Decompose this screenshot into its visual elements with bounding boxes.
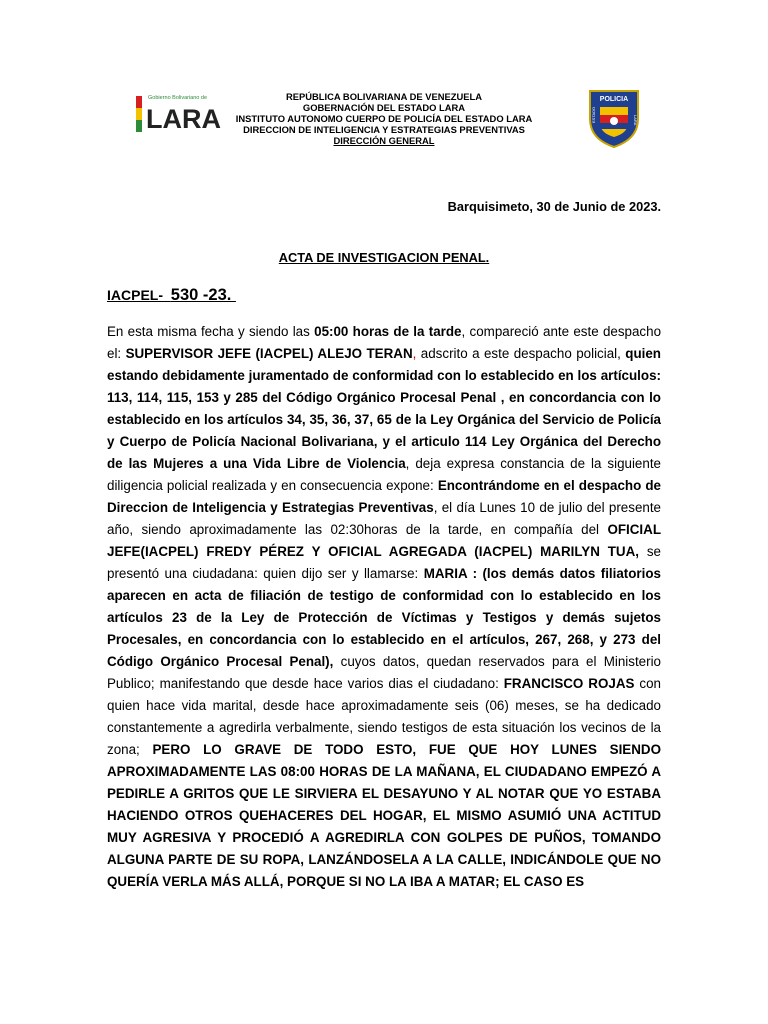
letterhead-line-5: DIRECCIÓN GENERAL [333,135,435,146]
shield-top-text: POLICIA [599,96,629,103]
accompanying-officers: OFICIAL JEFE(IACPEL) FREDY PÉREZ Y OFICIAL AGREGADA (IACPEL) MARILYN TUA, [107,522,661,559]
body-text: se presentó una ciudadana: quien dijo ser y llamarse: [107,544,661,581]
body-text: cuyos datos, quedan reservados para el Ministerio Publico; manifestando que desde hace varios dias el ciudadano: [107,654,661,691]
letterhead-line-2: GOBERNACIÓN DEL ESTADO LARA [302,102,466,113]
legal-basis: quien estando debidamente juramentado de conformidad con lo establecido en los artículos: 113, 114, 115, 153 y 285 del Código Orgánico Procesal Penal , en concordancia con lo establecido en los artículos 34, 35, 36, 37, 65 de la Ley Orgánica del Servicio de Policía y Cuerpo de Policía Nacional Bolivariana, y el articulo 114 Ley Orgánica del Derecho de las Mujeres a una Vida Libre de Violencia [107,346,661,471]
incident-description: PERO LO GRAVE DE TODO ESTO, FUE QUE HOY LUNES SIENDO APROXIMADAMENTE LAS 08:00 HORAS DE LA MAÑANA, EL CIUDADANO EMPEZÓ A PEDIRLE A GRITOS QUE LE SIRVIERA EL DESAYUNO Y AL NOTAR QUE YO ESTABA HACIENDO OTROS QUEHACERES DEL HOGAR, EL MISMO ASUMIÓ UNA ACTITUD MUY AGRESIVA Y PROCEDIÓ A AGREDIRLA CON GOLPES DE PUÑOS, TOMANDO ALGUNA PARTE DE SU ROPA, LANZÁNDOSELA A LA CALLE, INDICÁNDOLE QUE NO QUERÍA VERLA MÁS ALLÁ, PORQUE SI NO LA IBA A MATAR; EL CASO ES [107,742,661,889]
body-bold-text: 05:00 [314,324,349,339]
suspect-name: FRANCISCO ROJAS [503,676,635,691]
document-date: Barquisimeto, 30 de Junio de 2023. [447,199,661,214]
witness-clause: MARIA : (los demás datos filiatorios aparecen en acta de filiación de testigo de conformidad con lo establecido en los artículos 23 de la Ley de Protección de Víctimas y Testigos y demás sujetos Procesales, en concordancia con lo establecido en el artículos, 267, 268, y 273 del Código Orgánico Procesal Penal), [107,566,661,669]
body-text: deja expresa constancia de la siguiente diligencia policial realizada y en consecuencia expone: [107,456,661,493]
body-bold-text: Encontrándome en el despacho de Direccion de Inteligencia y Estrategias Preventivas [107,478,661,515]
lara-government-logo [134,88,221,134]
logo-name: LARA [146,104,221,134]
letterhead-line-1: REPÚBLICA BOLIVARIANA DE VENEZUELA [285,91,482,102]
letterhead-line-4: DIRECCION DE INTELIGENCIA Y ESTRATEGIAS PREVENTIVAS [243,124,525,135]
officer-name: SUPERVISOR JEFE (IACPEL) ALEJO TERAN [125,346,413,361]
shield-left-text: ESTADO [591,106,596,123]
body-bold-text: horas de la tarde [348,324,462,339]
shield-right-text: LARA [633,115,638,126]
body-text: , [405,456,410,471]
document-title: ACTA DE INVESTIGACION PENAL. [278,250,490,265]
letterhead [234,91,534,146]
case-reference [107,286,236,305]
document-body [107,321,661,893]
case-reference-number: 530 -23. [170,286,236,304]
body-text: adscrito a este despacho policial, [416,346,626,361]
body-red-comma: , [412,346,417,361]
body-text: , el día Lunes 10 de julio del presente año, siendo aproximadamente las 02:30horas de la tarde, en compañía del [107,500,662,537]
case-reference-prefix: IACPEL- [107,287,171,303]
logo-small-text: Gobierno Bolivariano de [148,95,208,101]
body-text: , compareció ante este despacho el: [107,324,662,361]
body-text: En esta misma fecha y siendo las [107,324,315,339]
letterhead-line-3: INSTITUTO AUTONOMO CUERPO DE POLICÍA DEL ESTADO LARA [235,113,533,124]
police-shield-logo [586,85,642,149]
body-text: con quien hace vida marital, desde hace aproximadamente seis (06) meses, se ha dedicado constantemente a agredirla verbalmente, siendo testigos de esta situación los vecinos de la zona; [107,676,662,757]
